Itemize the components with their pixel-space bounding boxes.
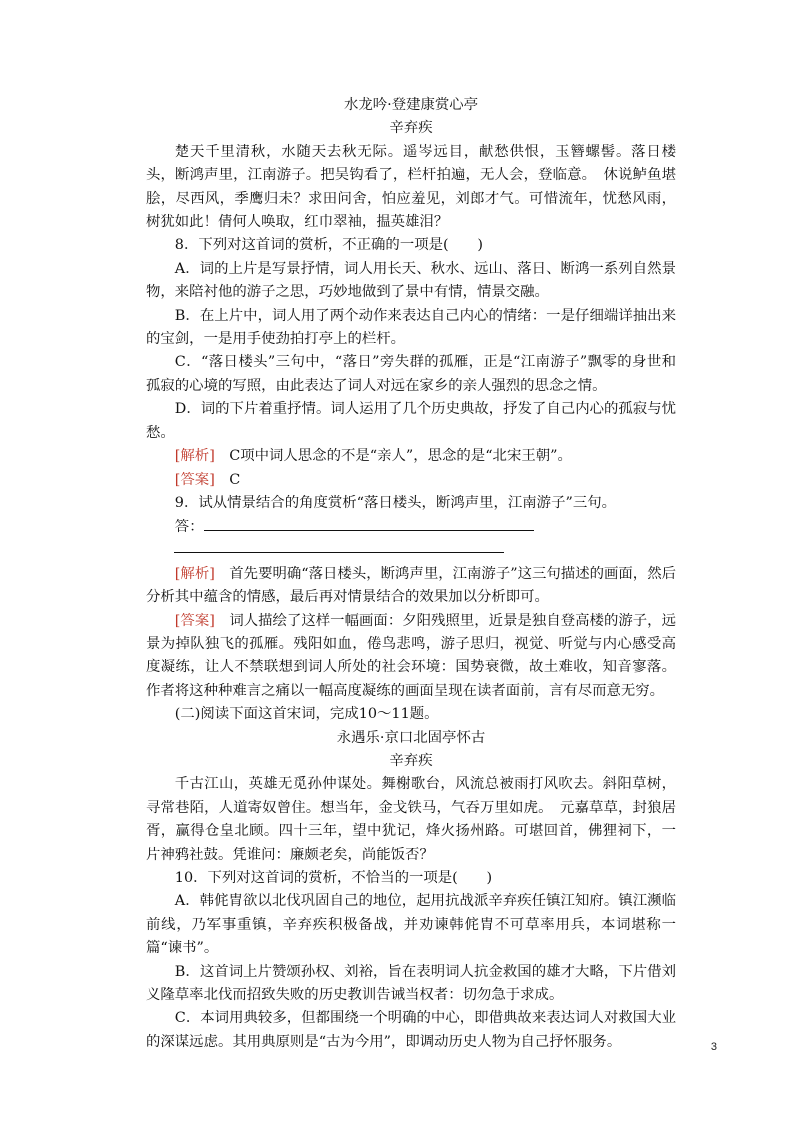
poem2-title: 永遇乐·京口北固亭怀古	[336, 729, 486, 746]
page-number: 3	[710, 1041, 717, 1053]
poem1-title: 水龙吟·登建康赏心亭	[343, 97, 479, 113]
q10-option-a: A．韩侂胄欲以北伐巩固自己的地位，起用抗战派辛弃疾任镇江知府。镇江濒临前线，乃军事重镇，辛弃疾积极备战，并劝谏韩侂胄不可草率用兵，本词堪称一篇“谏书”。	[146, 893, 676, 957]
q8-option-b: B．在上片中，词人用了两个动作来表达自己内心的情绪：一是仔细端详抽出来的宝剑，一是用手使劲拍打亭上的栏杆。	[146, 307, 676, 348]
poem1-text: 楚天千里清秋，水随天去秋无际。遥岑远目，献愁供恨，玉簪螺髻。落日楼头，断鸿声里，江南游子。把吴钩看了，栏杆拍遍，无人会，登临意。 休说鲈鱼堪脍，尽西风，季鹰归未？求田问舍，怕应羞见，刘郎才气。可惜流年，忧愁风雨，树犹如此！倩何人唤取，红巾翠袖，揾英雄泪？	[146, 143, 676, 231]
answer-blank-line	[204, 515, 534, 531]
q10-option-c: C．本词用典较多，但都围绕一个明确的中心，即借典故来表达词人对救国大业的深谋远虑。其用典原则是“古为今用”，即调动历史人物为自己抒怀服务。	[146, 1010, 676, 1050]
poem1-author: 辛弃疾	[389, 120, 433, 137]
q8-option-a: A．词的上片是写景抒情，词人用长天、秋水、远山、落日、断鸿一系列自然景物，来陪衬他的游子之思，巧妙地做到了景中有情，情景交融。	[146, 260, 676, 301]
q8-analysis-text: C项中词人思念的不是“亲人”，思念的是“北宋王朝”。	[229, 448, 572, 465]
section-heading: (二)阅读下面这首宋词，完成10～11题。	[174, 706, 439, 723]
q9-answer-text: 词人描绘了这样一幅画面：夕阳残照里，近景是独自登高楼的游子，远景为掉队独飞的孤雁。残阳如血，倦鸟悲鸣，游子思归，视觉、听觉与内心感受高度凝练，让人不禁联想到词人所处的社会环境：国势衰微，故土难收，知音寥落。作者将这种种难言之痛以一幅高度凝练的画面呈现在读者面前，言有尽而意无穷。	[146, 612, 676, 699]
q9-analysis	[146, 563, 676, 610]
poem2-text: 千古江山，英雄无觅孙仲谋处。舞榭歌台，风流总被雨打风吹去。斜阳草树，寻常巷陌，人道寄奴曾住。想当年，金戈铁马，气吞万里如虎。 元嘉草草，封狼居胥，赢得仓皇北顾。四十三年，望中犹记，烽火扬州路。可堪回首，佛狸祠下，一片神鸦社鼓。凭谁问：廉颇老矣，尚能饭否？	[146, 776, 676, 863]
q8-stem: 8．下列对这首词的赏析，不正确的一项是( )	[174, 237, 483, 254]
q8-answer-text: C	[229, 471, 241, 488]
answer-prefix: 答：	[174, 519, 204, 536]
answer-tag: [答案]	[174, 471, 215, 488]
analysis-tag: [解析]	[174, 565, 215, 582]
q9-answer	[146, 610, 676, 704]
poem2-author: 辛弃疾	[389, 752, 433, 769]
page-content	[146, 94, 676, 1054]
q9-analysis-text: 首先要明确“落日楼头，断鸿声里，江南游子”这三句描述的画面，然后分析其中蕴含的情感，最后再对情景结合的效果加以分析即可。	[146, 565, 676, 606]
q9-answer-line	[146, 515, 676, 539]
q8-analysis	[146, 445, 676, 468]
q8-option-c: C．“落日楼头”三句中，“落日”旁失群的孤雁，正是“江南游子”飘零的身世和孤寂的心境的写照，由此表达了词人对远在家乡的亲人强烈的思念之情。	[146, 354, 676, 394]
q10-stem: 10．下列对这首词的赏析，不恰当的一项是( )	[174, 870, 493, 886]
analysis-tag: [解析]	[174, 448, 215, 465]
q8-answer	[146, 469, 676, 492]
answer-tag: [答案]	[174, 612, 215, 629]
q10-option-b: B．这首词上片赞颂孙权、刘裕，旨在表明词人抗金救国的雄才大略，下片借刘义隆草率北伐而招致失败的历史教训告诫当权者：切勿急于求成。	[146, 963, 676, 1004]
q9-stem: 9．试从情景结合的角度赏析“落日楼头，断鸿声里，江南游子”三句。	[174, 494, 616, 511]
answer-blank-line-2	[174, 540, 504, 553]
q8-option-d: D．词的下片着重抒情。词人运用了几个历史典故，抒发了自己内心的孤寂与忧愁。	[146, 401, 676, 441]
